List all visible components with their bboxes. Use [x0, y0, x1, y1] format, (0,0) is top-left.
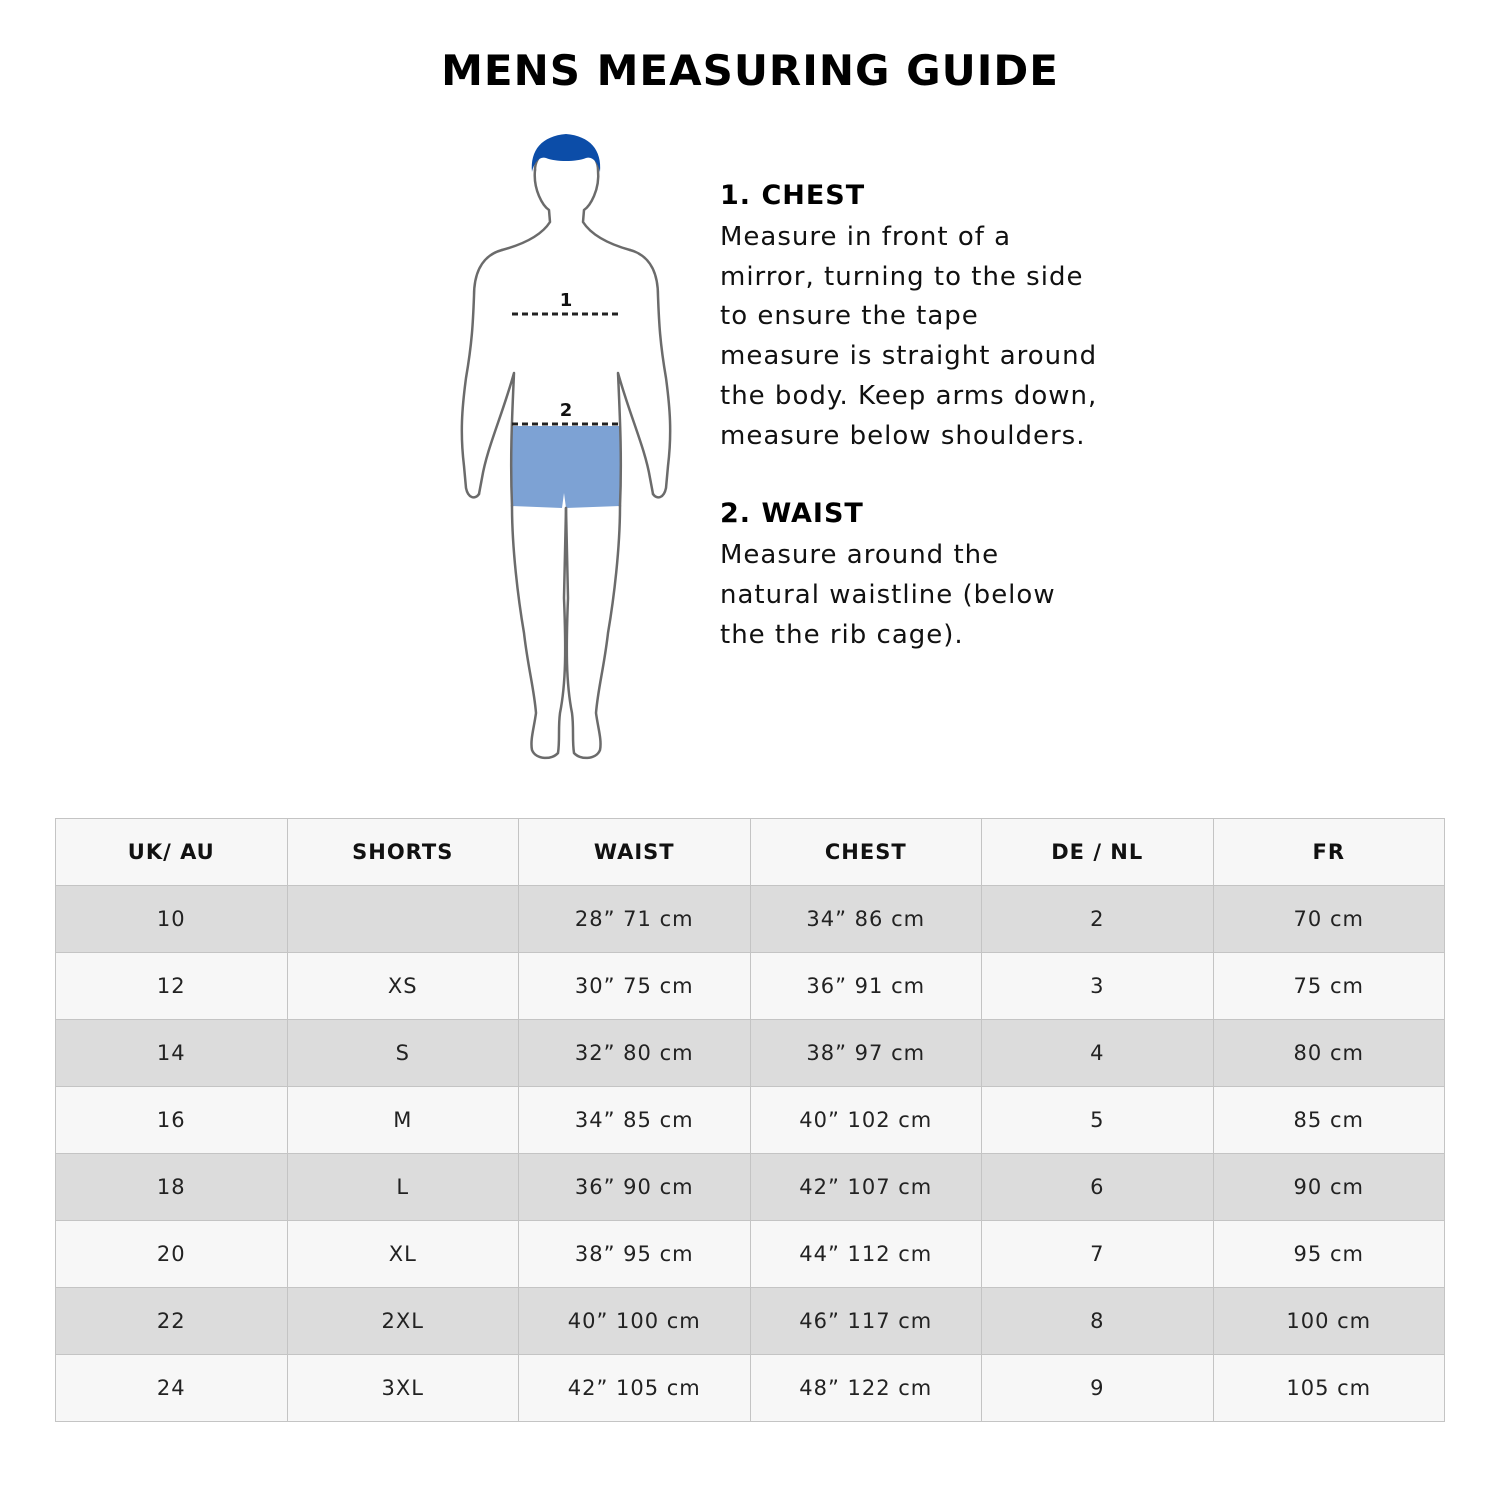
- table-cell: 105 cm: [1213, 1355, 1445, 1422]
- chest-body: Measure in front of a mirror, turning to the side to ensure the tape measure is straight around the body. Keep arms down, measure below shoulders.: [720, 222, 1098, 451]
- waist-body: Measure around the natural waistline (below the the rib cage).: [720, 540, 1056, 650]
- table-row: [56, 886, 1445, 953]
- table-cell: 12: [56, 953, 288, 1020]
- table-cell: 48” 122 cm: [750, 1355, 982, 1422]
- table-cell: 42” 107 cm: [750, 1154, 982, 1221]
- table-row: [56, 1355, 1445, 1422]
- waist-instruction: [720, 496, 1100, 655]
- table-row: [56, 1087, 1445, 1154]
- table-row: [56, 1221, 1445, 1288]
- size-chart-table: [55, 818, 1445, 1422]
- table-cell: 22: [56, 1288, 288, 1355]
- table-row: [56, 1154, 1445, 1221]
- table-cell: L: [287, 1154, 519, 1221]
- table-cell: 3: [982, 953, 1214, 1020]
- table-cell: 80 cm: [1213, 1020, 1445, 1087]
- table-cell: 34” 85 cm: [519, 1087, 751, 1154]
- table-cell: 4: [982, 1020, 1214, 1087]
- column-header-shorts: SHORTS: [287, 819, 519, 886]
- table-cell: 44” 112 cm: [750, 1221, 982, 1288]
- table-cell: 5: [982, 1087, 1214, 1154]
- table-row: [56, 1020, 1445, 1087]
- table-cell: 40” 102 cm: [750, 1087, 982, 1154]
- table-cell: 70 cm: [1213, 886, 1445, 953]
- table-cell: M: [287, 1087, 519, 1154]
- table-cell: 7: [982, 1221, 1214, 1288]
- table-cell: 38” 95 cm: [519, 1221, 751, 1288]
- table-cell: 8: [982, 1288, 1214, 1355]
- chest-instruction: [720, 178, 1100, 456]
- column-header-de-nl: DE / NL: [982, 819, 1214, 886]
- table-cell: XL: [287, 1221, 519, 1288]
- table-cell: 24: [56, 1355, 288, 1422]
- table-cell: 2XL: [287, 1288, 519, 1355]
- body-figure-illustration: [440, 128, 690, 768]
- table-cell: 28” 71 cm: [519, 886, 751, 953]
- column-header-chest: CHEST: [750, 819, 982, 886]
- table-cell: 20: [56, 1221, 288, 1288]
- table-cell: 14: [56, 1020, 288, 1087]
- chest-marker-label: 1: [559, 290, 573, 311]
- shorts-shape: [511, 426, 621, 508]
- page-title: MENS MEASURING GUIDE: [441, 46, 1059, 95]
- table-cell: S: [287, 1020, 519, 1087]
- table-cell: 3XL: [287, 1355, 519, 1422]
- table-cell: 30” 75 cm: [519, 953, 751, 1020]
- table-row: [56, 953, 1445, 1020]
- table-cell: 16: [56, 1087, 288, 1154]
- waist-heading: 2. WAIST: [720, 498, 864, 530]
- table-cell: [287, 886, 519, 953]
- column-header-uk-au: UK/ AU: [56, 819, 288, 886]
- chest-heading: 1. CHEST: [720, 180, 866, 211]
- table-header-row: [56, 819, 1445, 886]
- table-cell: 100 cm: [1213, 1288, 1445, 1355]
- table-row: [56, 1288, 1445, 1355]
- table-cell: 10: [56, 886, 288, 953]
- waist-marker-label: 2: [559, 400, 573, 421]
- table-cell: 95 cm: [1213, 1221, 1445, 1288]
- table-cell: 90 cm: [1213, 1154, 1445, 1221]
- table-cell: XS: [287, 953, 519, 1020]
- table-cell: 9: [982, 1355, 1214, 1422]
- table-cell: 46” 117 cm: [750, 1288, 982, 1355]
- table-cell: 42” 105 cm: [519, 1355, 751, 1422]
- table-cell: 6: [982, 1154, 1214, 1221]
- table-cell: 2: [982, 886, 1214, 953]
- table-cell: 36” 91 cm: [750, 953, 982, 1020]
- measurement-instructions: [720, 178, 1100, 655]
- table-cell: 40” 100 cm: [519, 1288, 751, 1355]
- table-cell: 36” 90 cm: [519, 1154, 751, 1221]
- table-cell: 38” 97 cm: [750, 1020, 982, 1087]
- column-header-waist: WAIST: [519, 819, 751, 886]
- table-cell: 75 cm: [1213, 953, 1445, 1020]
- table-cell: 34” 86 cm: [750, 886, 982, 953]
- body-figure-icon: [440, 128, 690, 768]
- table-cell: 85 cm: [1213, 1087, 1445, 1154]
- hair-shape: [532, 134, 600, 172]
- table-cell: 18: [56, 1154, 288, 1221]
- table-cell: 32” 80 cm: [519, 1020, 751, 1087]
- column-header-fr: FR: [1213, 819, 1445, 886]
